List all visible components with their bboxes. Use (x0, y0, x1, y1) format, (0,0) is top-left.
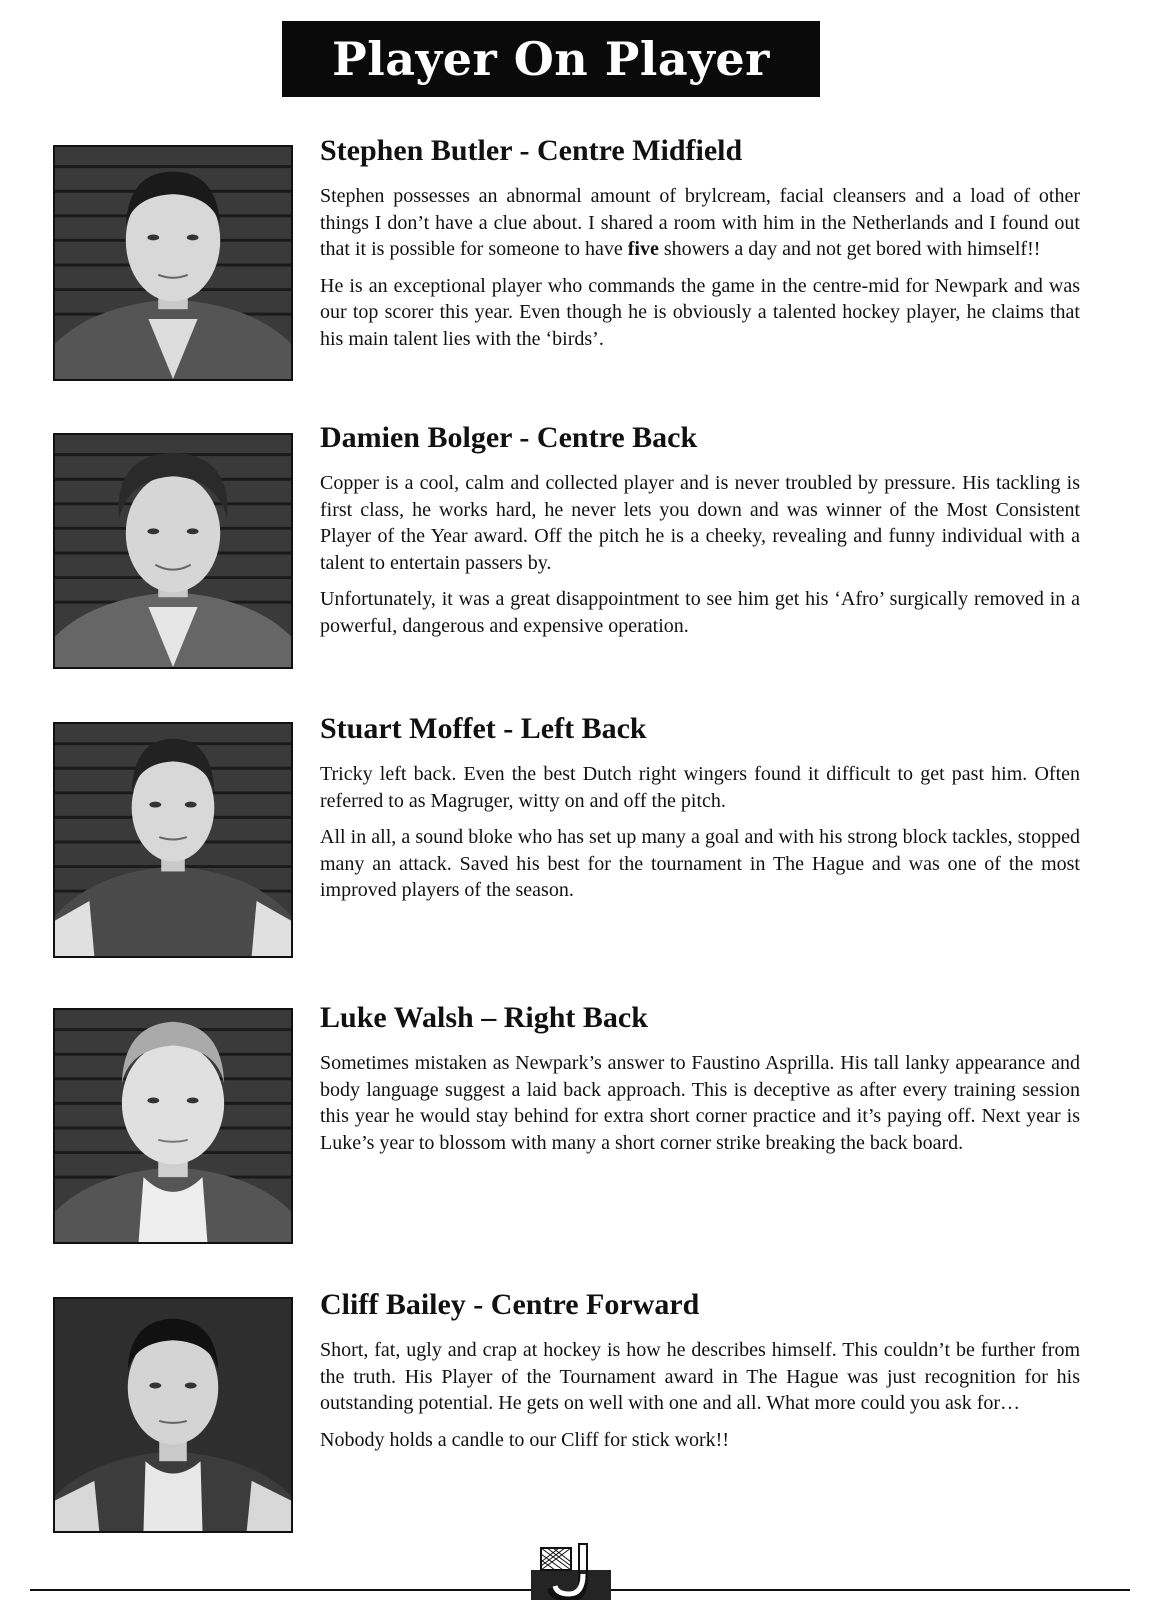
player-paragraph: Tricky left back. Even the best Dutch right wingers found it difficult to get past him. Often referred to as Magruger, witty on and off the pitch. (320, 763, 1080, 812)
hockey-logo-icon (531, 1540, 611, 1600)
player-paragraph: Copper is a cool, calm and collected player and is never troubled by pressure. His tackling is first class, he works hard, he never lets you down and was winner of the Most Consistent Player of the Year award. Off the pitch he is a cheeky, revealing and funny individual with a talent to entertain passers by. (320, 472, 1080, 574)
player-paragraph: All in all, a sound bloke who has set up many a goal and with his strong block tackles, stopped many an attack. Saved his best for the tournament in The Hague and was one of the most improved players of the season. (320, 826, 1080, 901)
player-photo (53, 1008, 293, 1244)
player-heading: Luke Walsh – Right Back (320, 1001, 648, 1034)
player-photo (53, 722, 293, 958)
player-heading: Damien Bolger - Centre Back (320, 421, 698, 454)
player-paragraph: Unfortunately, it was a great disappointment to see him get his ‘Afro’ surgically removed in a powerful, dangerous and expensive operation. (320, 588, 1080, 637)
player-paragraph: Stephen possesses an abnormal amount of brylcream, facial cleansers and a load of other things I don’t have a clue about. I shared a room with him in the Netherlands and I found out that it is possible for someone to have five showers a day and not get bored with himself!! (320, 185, 1080, 260)
player-paragraph: Short, fat, ugly and crap at hockey is how he describes himself. This couldn’t be further from the truth. His Player of the Tournament award in The Hague was just recognition for his outstanding potential. He gets on well with one and all. What more could you ask for… (320, 1339, 1080, 1414)
player-photo (53, 1297, 293, 1533)
player-paragraph: He is an exceptional player who commands the game in the centre-mid for Newpark and was our top scorer this year. Even though he is obviously a talented hockey player, he claims that his main talent lies with the ‘birds’. (320, 274, 1080, 350)
page-title: Player On Player (332, 32, 770, 86)
player-paragraph: Sometimes mistaken as Newpark’s answer to Faustino Asprilla. His tall lanky appearance and body language suggest a laid back approach. This is deceptive as after every training session this year he would stay behind for extra short corner practice and it’s paying off. Next year is Luke’s year to blossom with many a short corner strike breaking the back board. (320, 1052, 1080, 1154)
title-banner (282, 21, 820, 97)
player-heading: Cliff Bailey - Centre Forward (320, 1288, 700, 1321)
player-photo (53, 433, 293, 669)
player-photo (53, 145, 293, 381)
player-paragraph: Nobody holds a candle to our Cliff for stick work!! (320, 1428, 729, 1451)
player-heading: Stephen Butler - Centre Midfield (320, 134, 743, 167)
player-heading: Stuart Moffet - Left Back (320, 712, 647, 745)
